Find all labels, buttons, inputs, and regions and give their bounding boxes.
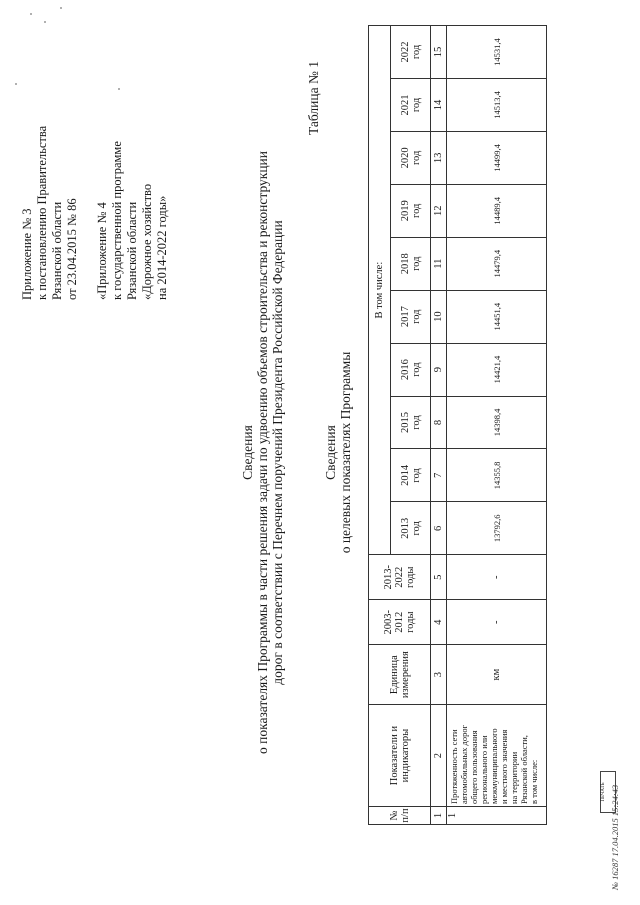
- table-title: [323, 0, 353, 905]
- col-number: 13: [431, 131, 447, 184]
- column-numbers-row: [431, 26, 447, 825]
- value-2022: 14531,4: [447, 26, 547, 79]
- appendix-line: [80, 126, 95, 300]
- indicators-table: [368, 25, 547, 825]
- col-number: 6: [431, 502, 447, 555]
- appendix-line: от 23.04.2015 № 86: [65, 198, 79, 300]
- value-2013: 13792,6: [447, 502, 547, 555]
- including-header: В том числе:: [369, 26, 391, 555]
- scan-speck: [44, 21, 46, 23]
- appendix-line: «Дорожное хозяйство: [140, 183, 154, 300]
- value-2014: 14355,8: [447, 449, 547, 502]
- title-line: о целевых показателях Программы: [338, 351, 353, 554]
- col-number: 11: [431, 237, 447, 290]
- year-header: 2021 год: [391, 78, 431, 131]
- col-indicators-header: Показатели и индикаторы: [369, 705, 431, 807]
- col-number: 8: [431, 396, 447, 449]
- col-number: 15: [431, 26, 447, 79]
- year-header: 2014 год: [391, 449, 431, 502]
- col-number: 14: [431, 78, 447, 131]
- col-number: 9: [431, 343, 447, 396]
- year-header: 2019 год: [391, 184, 431, 237]
- year-header: 2022 год: [391, 26, 431, 79]
- year-header: 2016 год: [391, 343, 431, 396]
- main-title: [240, 0, 285, 905]
- year-header: 2013 год: [391, 502, 431, 555]
- appendix-line: Рязанской области: [125, 201, 139, 300]
- col-number: 1: [431, 807, 447, 825]
- col-number: 10: [431, 290, 447, 343]
- year-header: 2018 год: [391, 237, 431, 290]
- value-2013-2022: -: [447, 555, 547, 600]
- value-2015: 14398,4: [447, 396, 547, 449]
- col-number: 4: [431, 600, 447, 645]
- indicator-name: Протяженность сети автомобильных дорог общего пользования регионального или межмуниципального и местного значения на территории Рязанской области, в том числе:: [447, 705, 547, 807]
- value-2003-2012: -: [447, 600, 547, 645]
- value-2019: 14489,4: [447, 184, 547, 237]
- col-num-header: № п/п: [369, 807, 431, 825]
- year-header: 2015 год: [391, 396, 431, 449]
- value-2020: 14499,4: [447, 131, 547, 184]
- appendix-line: к государственной программе: [110, 141, 124, 300]
- col-number: 5: [431, 555, 447, 600]
- scan-speck: [30, 13, 32, 15]
- value-2018: 14479,4: [447, 237, 547, 290]
- year-header: 2017 год: [391, 290, 431, 343]
- table-row: [447, 26, 547, 825]
- appendix-header: [20, 126, 170, 300]
- col-unit-header: Единица измерения: [369, 645, 431, 705]
- title-line: дорог в соответствии с Перечнем поручений Президента Российской Федерации: [270, 220, 285, 685]
- col-2003-2012-header: 2003- 2012 годы: [369, 600, 431, 645]
- col-number: 7: [431, 449, 447, 502]
- value-2016: 14421,4: [447, 343, 547, 396]
- col-2013-2022-header: 2013- 2022 годы: [369, 555, 431, 600]
- year-header: 2020 год: [391, 131, 431, 184]
- col-number: 12: [431, 184, 447, 237]
- appendix-line: Рязанской области: [50, 201, 64, 300]
- title-heading: Сведения: [240, 425, 255, 480]
- appendix-line: «Приложение № 4: [95, 202, 109, 300]
- appendix-line: к постановлению Правительства: [35, 125, 49, 300]
- title-heading: Сведения: [323, 425, 338, 480]
- title-line: о показателях Программы в части решения задачи по удвоению объемов строительства и реконструкции: [255, 151, 270, 754]
- unit-value: км: [447, 645, 547, 705]
- scan-speck: [15, 83, 17, 85]
- value-2017: 14451,4: [447, 290, 547, 343]
- table-number: Таблица № 1: [306, 61, 321, 135]
- appendix-line: на 2014-2022 годы»: [155, 195, 169, 300]
- appendix-line: Приложение № 3: [20, 208, 34, 300]
- scan-speck: [118, 88, 120, 90]
- col-number: 2: [431, 705, 447, 807]
- registration-footer: № 16287 17.04.2015 15:24:43: [610, 784, 620, 890]
- scan-speck: [60, 7, 62, 9]
- value-2021: 14513,4: [447, 78, 547, 131]
- row-number: 1: [447, 807, 547, 825]
- col-number: 3: [431, 645, 447, 705]
- registration-stamp: ПЕЧАТЬ: [600, 771, 616, 813]
